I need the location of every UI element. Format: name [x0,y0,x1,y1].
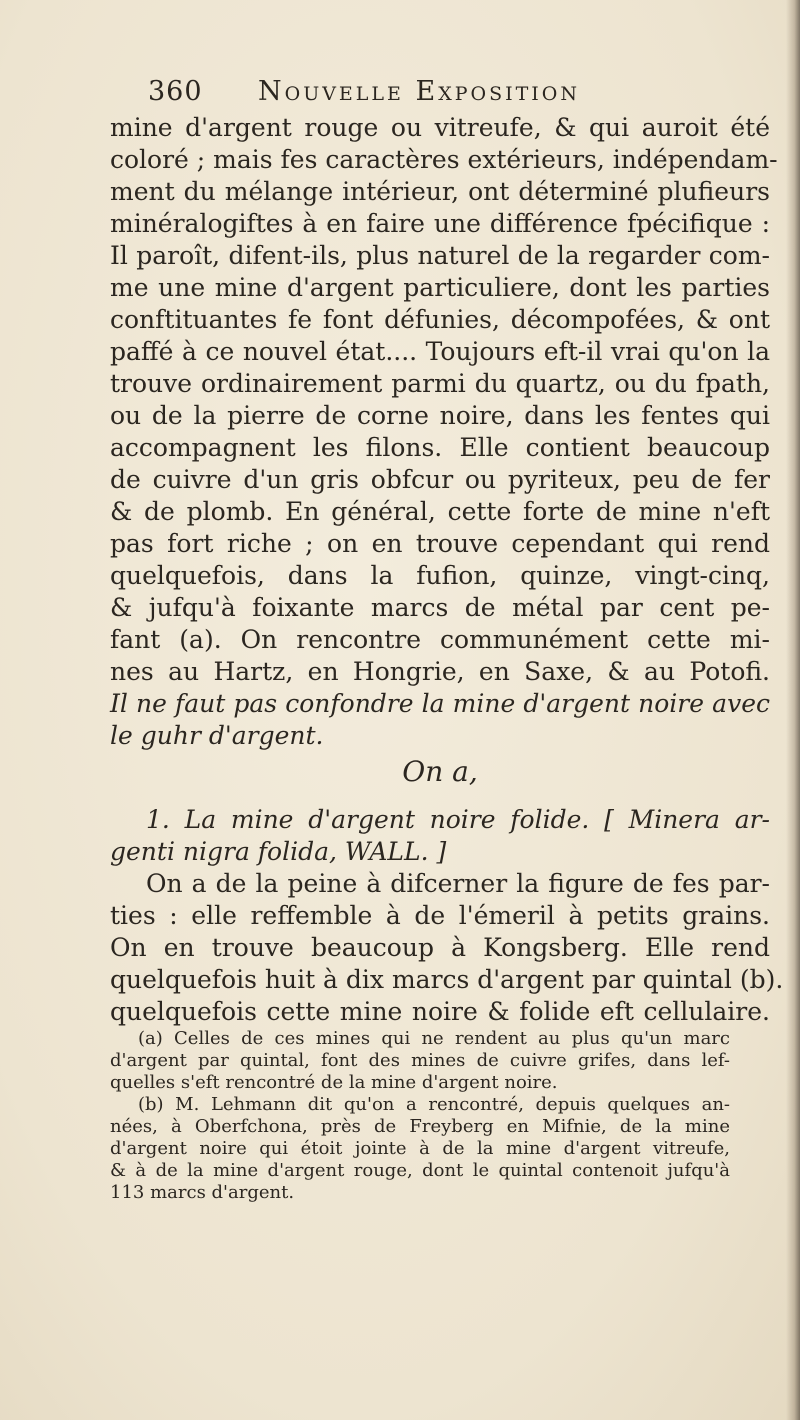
paragraph-1 [110,112,778,688]
page-number: 360 [148,76,203,107]
text-line: 1. La mine d'argent noire folide. [ Minera ar- [146,805,770,834]
italic-note-paragraph [110,688,770,752]
text-line: ties : elle reffemble à de l'émeril à petits grains. [110,901,770,930]
footnote-line: 113 marcs d'argent. [110,1182,295,1203]
text-line: genti nigra folida, WALL. ] [110,837,447,866]
footnote-line: (b) M. Lehmann dit qu'on a rencontré, depuis quelques an- [138,1094,730,1115]
list-item-1 [110,804,770,868]
text-line: nes au Hartz, en Hongrie, en Saxe, & au Potofi. [110,657,770,686]
running-header [148,76,708,112]
footnote-a [110,1028,730,1094]
text-line: pas fort riche ; on en trouve cependant qui rend [110,529,770,558]
paragraph-2 [110,868,784,1028]
text-line: de cuivre d'un gris obfcur ou pyriteux, peu de fer [110,465,770,494]
text-line: quelquefois cette mine noire & folide eft cellulaire. [110,997,770,1026]
footnote-line: & à de la mine d'argent rouge, dont le quintal contenoit jufqu'à [110,1160,730,1181]
text-line: On en trouve beaucoup à Kongsberg. Elle rend [110,933,770,962]
text-line: paffé à ce nouvel état.... Toujours eft-il vrai qu'on la [110,337,770,366]
footnote-line: d'argent par quintal, font des mines de cuivre grifes, dans lef- [110,1050,730,1071]
text-line: quelquefois huit à dix marcs d'argent par quintal (b). [110,965,784,994]
footnote-line: quelles s'eft rencontré de la mine d'argent noire. [110,1072,558,1093]
text-line: ou de la pierre de corne noire, dans les fentes qui [110,401,770,430]
text-line: On a de la peine à difcerner la figure de fes par- [146,869,770,898]
text-line: coloré ; mais fes caractères extérieurs, indépendam- [110,145,778,174]
text-line: mine d'argent rouge ou vitreufe, & qui auroit été [110,113,770,142]
text-line: trouve ordinairement parmi du quartz, ou du fpath, [110,369,770,398]
running-title: Nouvelle Exposition [258,76,580,107]
footnote-line: (a) Celles de ces mines qui ne rendent au plus qu'un marc [138,1028,730,1049]
page-edge-shadow [786,0,800,1420]
footnote-line: d'argent noire qui étoit jointe à de la mine d'argent vitreufe, [110,1138,730,1159]
main-text [110,112,784,1028]
text-line: Il ne faut pas confondre la mine d'argent noire avec [110,689,770,718]
text-line: & jufqu'à foixante marcs de métal par cent pe- [110,593,770,622]
text-line: le guhr d'argent. [110,721,324,750]
text-line: accompagnent les filons. Elle contient beaucoup [110,433,770,462]
text-line: quelquefois, dans la fufion, quinze, vingt-cinq, [110,561,770,590]
text-line: & de plomb. En général, cette forte de mine n'eft [110,497,770,526]
footnote-line: nées, à Oberfchona, près de Freyberg en Mifnie, de la mine [110,1116,730,1137]
text-line: Il paroît, difent-ils, plus naturel de la regarder com- [110,241,770,270]
text-line: fant (a). On rencontre communément cette mi- [110,625,770,654]
text-line: conftituantes fe font défunies, décompofées, & ont [110,305,770,334]
footnote-b [110,1094,730,1204]
text-line: me une mine d'argent particuliere, dont les parties [110,273,770,302]
footnotes [110,1028,730,1204]
text-line: ment du mélange intérieur, ont déterminé plufieurs [110,177,770,206]
text-line: minéralogiftes à en faire une différence fpécifique : [110,209,770,238]
subheading: On a, [402,755,478,788]
